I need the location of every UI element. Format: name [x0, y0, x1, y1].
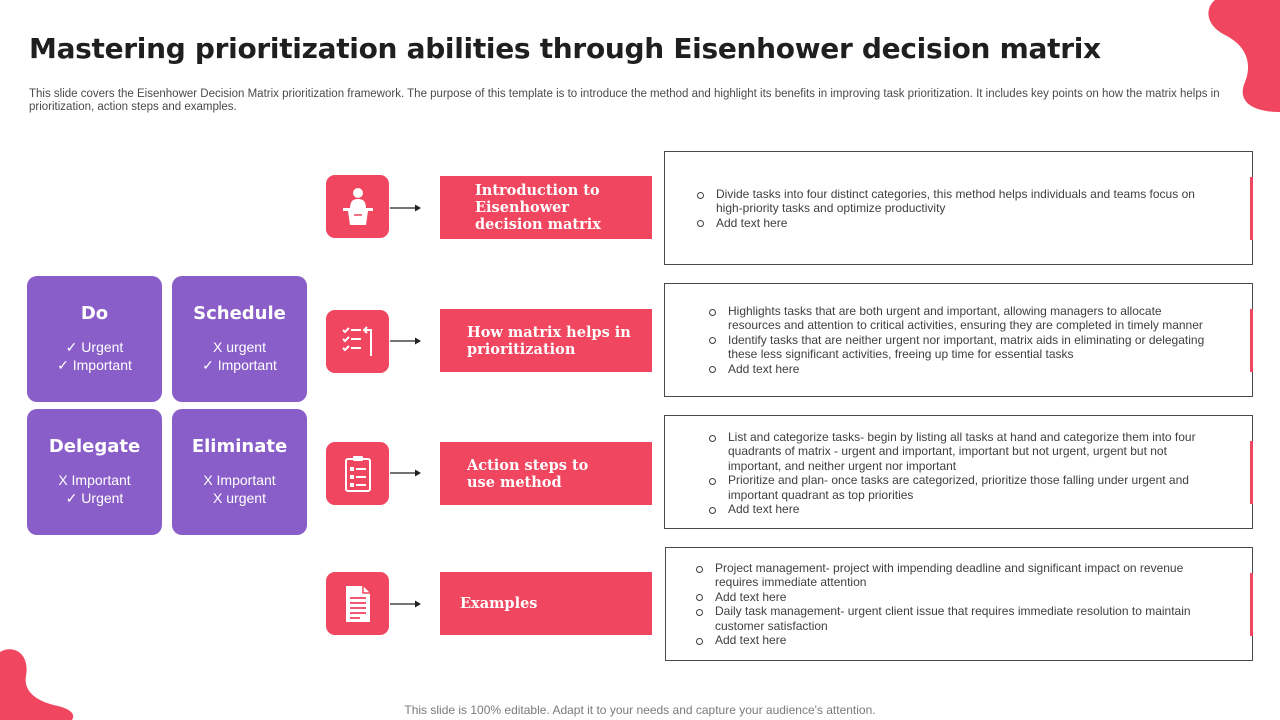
quadrant-line: X Important: [58, 472, 131, 488]
quadrant-line: ✓ Important: [202, 357, 277, 373]
quadrant-heading: Delegate: [48, 436, 141, 457]
bullet-item: Identify tasks that are neither urgent nor important, matrix aids in eliminating or delegating these less significant activities, freeing up time for essential tasks: [708, 333, 1212, 362]
quadrant-schedule: [172, 276, 307, 402]
quadrant-line: ✓ Important: [57, 357, 132, 373]
arrow-right-icon: [390, 336, 422, 346]
page-title: Mastering prioritization abilities through Eisenhower decision matrix: [29, 32, 1101, 65]
quadrant-line: X urgent: [213, 339, 266, 355]
section-card-examples: [665, 547, 1253, 661]
quadrant-eliminate: [172, 409, 307, 535]
bullet-item: Add text here: [696, 216, 1212, 230]
presenter-podium-icon: [326, 175, 389, 238]
section-label-how-matrix-helps: [440, 309, 652, 372]
bullet-item: Add text here: [695, 590, 1202, 604]
quadrant-line: X Important: [203, 472, 276, 488]
quadrant-line: X urgent: [213, 490, 266, 506]
quadrant-line: ✓ Urgent: [65, 490, 124, 506]
bullet-item: Daily task management- urgent client issue that requires immediate resolution to maintain customer satisfaction: [695, 604, 1202, 633]
section-label-text: How matrix helps in prioritization: [467, 323, 631, 358]
footer-note: This slide is 100% editable. Adapt it to your needs and capture your audience's attention.: [404, 703, 876, 717]
bullet-item: Divide tasks into four distinct categories, this method helps individuals and teams focus on high-priority tasks and optimize productivity: [696, 187, 1212, 216]
section-label-text: Action steps to use method: [467, 456, 589, 491]
arrow-right-icon: [390, 468, 422, 478]
quadrant-heading: Do: [80, 303, 109, 324]
card-accent: [1250, 177, 1253, 240]
quadrant-heading: Eliminate: [191, 436, 288, 457]
arrow-right-icon: [390, 599, 422, 609]
section-card-introduction: [664, 151, 1253, 265]
prioritized-list-icon: [326, 310, 389, 373]
bullet-item: Add text here: [708, 502, 1212, 516]
section-label-action-steps: [440, 442, 652, 505]
section-card-how-matrix-helps: [664, 283, 1253, 397]
section-card-action-steps: [664, 415, 1253, 529]
card-accent: [1250, 441, 1253, 504]
section-label-text: Examples: [460, 595, 538, 612]
quadrant-heading: Schedule: [193, 303, 286, 324]
section-label-examples: [440, 572, 652, 635]
section-label-text: Introduction to Eisenhower decision matrix: [475, 182, 601, 233]
quadrant-delegate: [27, 409, 162, 535]
card-accent: [1250, 573, 1253, 636]
bullet-item: Add text here: [708, 362, 1212, 376]
bullet-item: Add text here: [695, 633, 1202, 647]
page-subtitle: This slide covers the Eisenhower Decision Matrix prioritization framework. The purpose of this template is to introduce the method and highlight its benefits in improving task prioritization. It includes key points on how the matrix helps in prioritization, action steps and examples.: [29, 88, 1220, 113]
card-accent: [1250, 309, 1253, 372]
document-icon: [326, 572, 389, 635]
quadrant-do: [27, 276, 162, 402]
checklist-clipboard-icon: [326, 442, 389, 505]
bullet-item: Project management- project with impending deadline and significant impact on revenue requires immediate attention: [695, 561, 1202, 590]
bullet-item: List and categorize tasks- begin by listing all tasks at hand and categorize them into four quadrants of matrix - urgent and important, important but not urgent, urgent but not important, and neither urgent nor important: [708, 430, 1212, 473]
bullet-item: Prioritize and plan- once tasks are categorized, prioritize those falling under urgent and important quadrant as top priorities: [708, 473, 1212, 502]
bullet-item: Highlights tasks that are both urgent and important, allowing managers to allocate resources and attention to critical activities, ensuring they are completed in timely manner: [708, 304, 1212, 333]
quadrant-line: ✓ Urgent: [65, 339, 124, 355]
arrow-right-icon: [390, 203, 422, 213]
section-label-introduction: [440, 176, 652, 239]
